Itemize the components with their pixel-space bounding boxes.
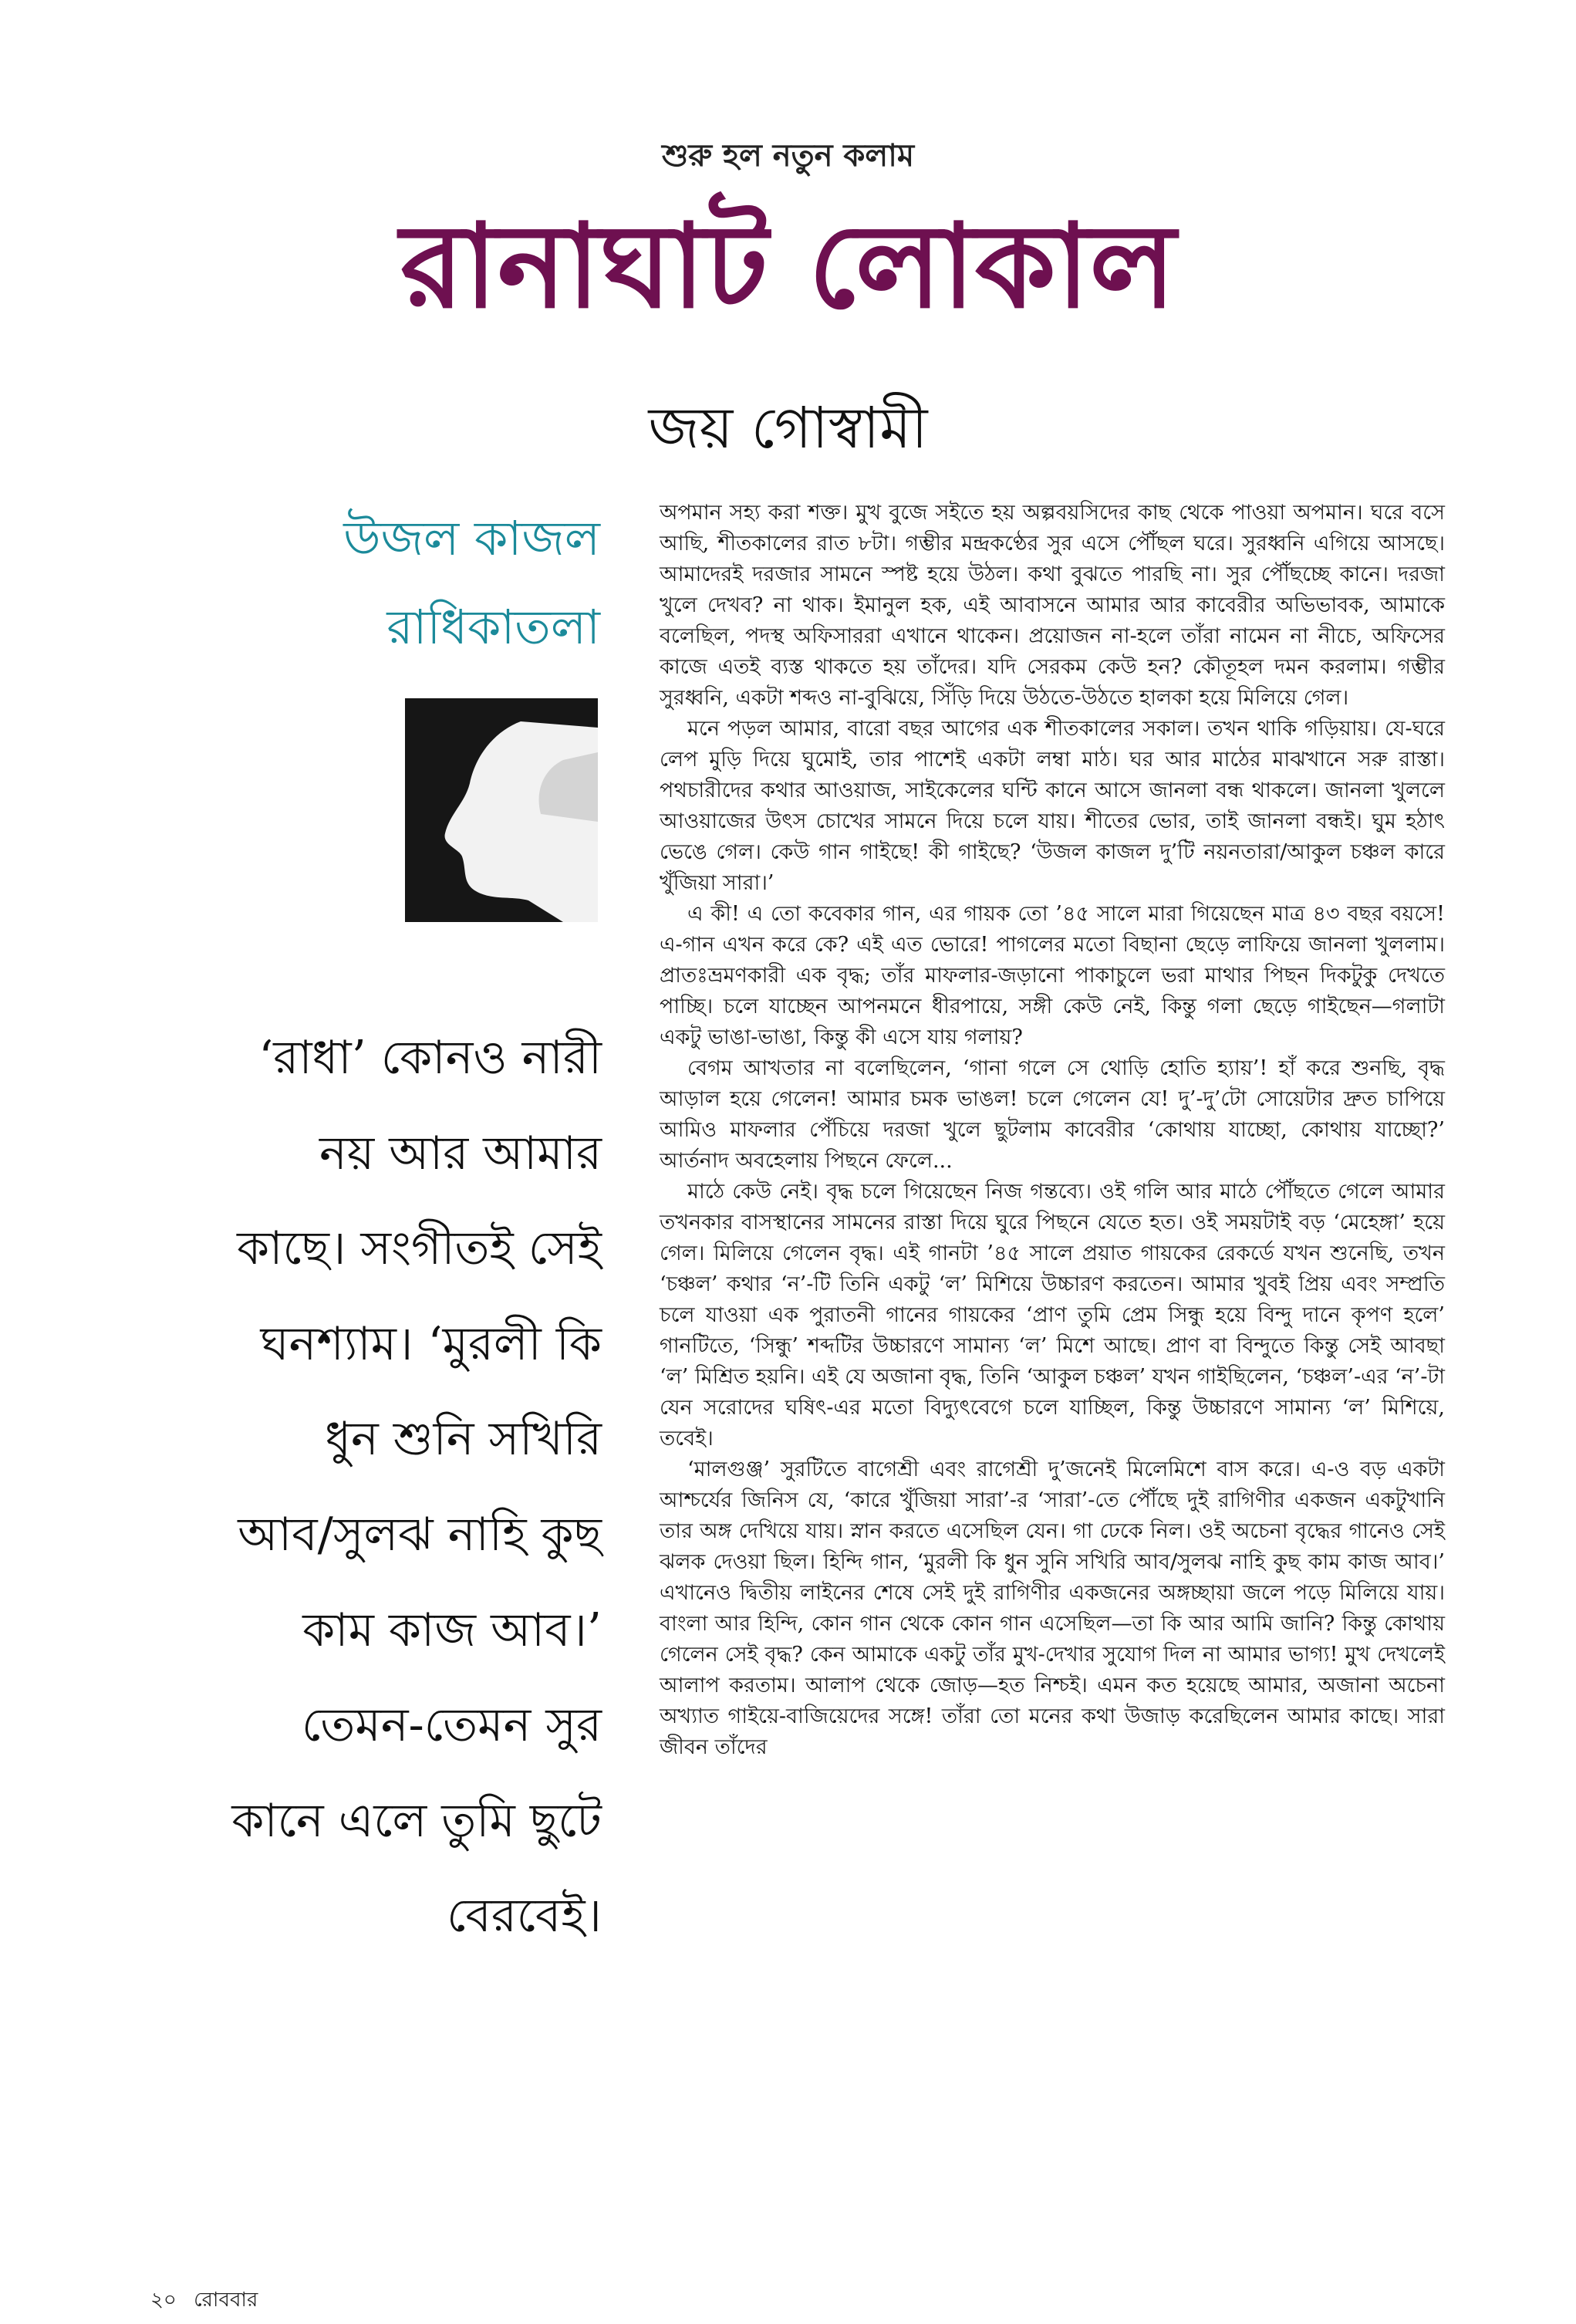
publication-name: রোববার (194, 2289, 258, 2312)
article-body (660, 498, 1445, 1763)
paragraph: মাঠে কেউ নেই। বৃদ্ধ চলে গিয়েছেন নিজ গন্তব্যে। ওই গলি আর মাঠে পৌঁছতে গেলে আমার তখনকার বাসস্থানের সামনের রাস্তা দিয়ে ঘুরে পিছনে যেতে হত। ওই সময়টাই বড় ‘মেহেঙ্গা’ হয়ে গেল। মিলিয়ে গেলেন বৃদ্ধ। এই গানটা ’৪৫ সালে প্রয়াত গায়কের রেকর্ডে যখন শুনেছি, তখন ‘চঞ্চল’ কথার ‘ন’-টি তিনি একটু ‘ল’ মিশিয়ে উচ্চারণ করতেন। আমার খুবই প্রিয় এবং সম্প্রতি চলে যাওয়া এক পুরাতনী গানের গায়কের ‘প্রাণ তুমি প্রেম সিন্ধু হয়ে বিন্দু দানে কৃপণ হলে’ গানটিতে, ‘সিন্ধু’ শব্দটির উচ্চারণে সামান্য ‘ল’ মিশে আছে। প্রাণ বা বিন্দুতে কিন্তু সেই আবছা ‘ল’ মিশ্রিত হয়নি। এই যে অজানা বৃদ্ধ, তিনি ‘আকুল চঞ্চল’ যখন গাইছিলেন, ‘চঞ্চল’-এর ‘ন’-টা যেন সরোদের ঘষিৎ-এর মতো বিদ্যুৎবেগে চলে যাচ্ছিল, কিন্তু উচ্চারণে সামান্য ‘ল’ মিশিয়ে, তবেই। (660, 1180, 1445, 1451)
paragraph: এ কী! এ তো কবেকার গান, এর গায়ক তো ’৪৫ সালে মারা গিয়েছেন মাত্র ৪৩ বছর বয়সে! এ-গান এখন করে কে? এই এত ভোরে! পাগলের মতো বিছানা ছেড়ে লাফিয়ে জানলা খুললাম। প্রাতঃভ্রমণকারী এক বৃদ্ধ; তাঁর মাফলার-জড়ানো পাকাচুলে ভরা মাথার পিছন দিকটুকু দেখতে পাচ্ছি। চলে যাচ্ছেন আপনমনে ধীরপায়ে, সঙ্গী কেউ নেই, কিন্তু গলা ছেড়ে গাইছেন—গলাটা একটু ভাঙা-ভাঙা, কিন্তু কী এসে যায় গলায়? (660, 902, 1445, 1049)
paragraph: বেগম আখতার না বলেছিলেন, ‘গানা গলে সে থোড়ি হোতি হ্যায়’! হাঁ করে শুনছি, বৃদ্ধ আড়াল হয়ে গেলেন! আমার চমক ভাঙল! চলে গেলেন যে! দু’-দু’টো সোয়েটার দ্রুত চাপিয়ে আমিও মাফলার পেঁচিয়ে দরজা খুলে ছুটলাম কাবেরীর ‘কোথায় যাচ্ছো, কোথায় যাচ্ছো?’ আর্তনাদ অবহেলায় পিছনে ফেলে... (660, 1056, 1445, 1173)
page-title: রানাঘাট লোকাল (400, 198, 1176, 334)
subhead-line-1: উজল কাজল (343, 510, 600, 566)
subhead-line-2: রাধিকাতলা (386, 599, 600, 655)
paragraph: মনে পড়ল আমার, বারো বছর আগের এক শীতকালের সকাল। তখন থাকি গড়িয়ায়। যে-ঘরে লেপ মুড়ি দিয়ে ঘুমোই, তার পাশেই একটা লম্বা মাঠ। ঘর আর মাঠের মাঝখানে সরু রাস্তা। পথচারীদের কথার আওয়াজ, সাইকেলের ঘন্টি কানে আসে জানলা বন্ধ থাকলে। জানলা খুললে আওয়াজের উৎস চোখের সামনে দিয়ে চলে যায়। শীতের ভোর, তাই জানলা বন্ধই। ঘুম হঠাৎ ভেঙে গেল। কেউ গান গাইছে! কী গাইছে? ‘উজল কাজল দু’টি নয়নতারা/আকুল চঞ্চল কারে খুঁজিয়া সারা।’ (660, 717, 1445, 895)
pull-quote: ‘রাধা’ কোনও নারী নয় আর আমার কাছে। সংগীতই সেই ঘনশ্যাম। ‘মুরলী কি ধুন শুনি সখিরি আব/সুলঝ নাহি কুছ কাম কাজ আব।’ তেমন-তেমন সুর কানে এলে তুমি ছুটে বেরবেই। (231, 1031, 602, 1944)
page-footer (150, 2284, 258, 2318)
page-number: ২০ (150, 2289, 177, 2312)
column-kicker: শুরু হল নতুন কলাম (661, 137, 915, 174)
paragraph: অপমান সহ্য করা শক্ত। মুখ বুজে সইতে হয় অল্পবয়সিদের কাছ থেকে পাওয়া অপমান। ঘরে বসে আছি, শীতকালের রাত ৮টা। গম্ভীর মন্দ্রকণ্ঠের সুর এসে পৌঁছল ঘরে। সুরধ্বনি এগিয়ে আসছে। আমাদেরই দরজার সামনে স্পষ্ট হয়ে উঠল। কথা বুঝতে পারছি না। সুর পৌঁছচ্ছে কানে। দরজা খুলে দেখব? না থাক। ইমানুল হক, এই আবাসনে আমার আর কাবেরীর অভিভাবক, আমাকে বলেছিল, পদস্থ অফিসাররা এখানে থাকেন। প্রয়োজন না-হলে তাঁরা নামেন না নীচে, অফিসের কাজে এতই ব্যস্ত থাকতে হয় তাঁদের। যদি সেরকম কেউ হন? কৌতূহল দমন করলাম। গম্ভীর সুরধ্বনি, একটা শব্দও না-বুঝিয়ে, সিঁড়ি দিয়ে উঠতে-উঠতে হালকা হয়ে মিলিয়ে গেল। (660, 501, 1445, 710)
silhouette-image (405, 698, 598, 922)
article-subhead (199, 494, 600, 671)
author-byline: জয় গোস্বামী (648, 395, 928, 461)
paragraph: ‘মালগুঞ্জ’ সুরটিতে বাগেশ্রী এবং রাগেশ্রী দু’জনেই মিলেমিশে বাস করে। এ-ও বড় একটা আশ্চর্যের জিনিস যে, ‘কারে খুঁজিয়া সারা’-র ‘সারা’-তে পৌঁছে দুই রাগিণীর একজন একটুখানি তার অঙ্গ দেখিয়ে যায়। স্নান করতে এসেছিল যেন। গা ঢেকে নিল। ওই অচেনা বৃদ্ধের গানেও সেই ঝলক দেওয়া ছিল। হিন্দি গান, ‘মুরলী কি ধুন সুনি সখিরি আব/সুলঝ নাহি কুছ কাম কাজ আব।’ এখানেও দ্বিতীয় লাইনের শেষে সেই দুই রাগিণীর একজনের অঙ্গচ্ছায়া জলে পড়ে মিলিয়ে যায়। বাংলা আর হিন্দি, কোন গান থেকে কোন গান এসেছিল—তা কি আর আমি জানি? কিন্তু কোথায় গেলেন সেই বৃদ্ধ? কেন আমাকে একটু তাঁর মুখ-দেখার সুযোগ দিল না আমার ভাগ্য! মুখ দেখলেই আলাপ করতাম। আলাপ থেকে জোড়—হত নিশ্চই। এমন কত হয়েছে আমার, অজানা অচেনা অখ্যাত গাইয়ে-বাজিয়েদের সঙ্গে! তাঁরা তো মনের কথা উজাড় করেছিলেন আমার কাছে। সারা জীবন তাঁদের (660, 1458, 1445, 1759)
